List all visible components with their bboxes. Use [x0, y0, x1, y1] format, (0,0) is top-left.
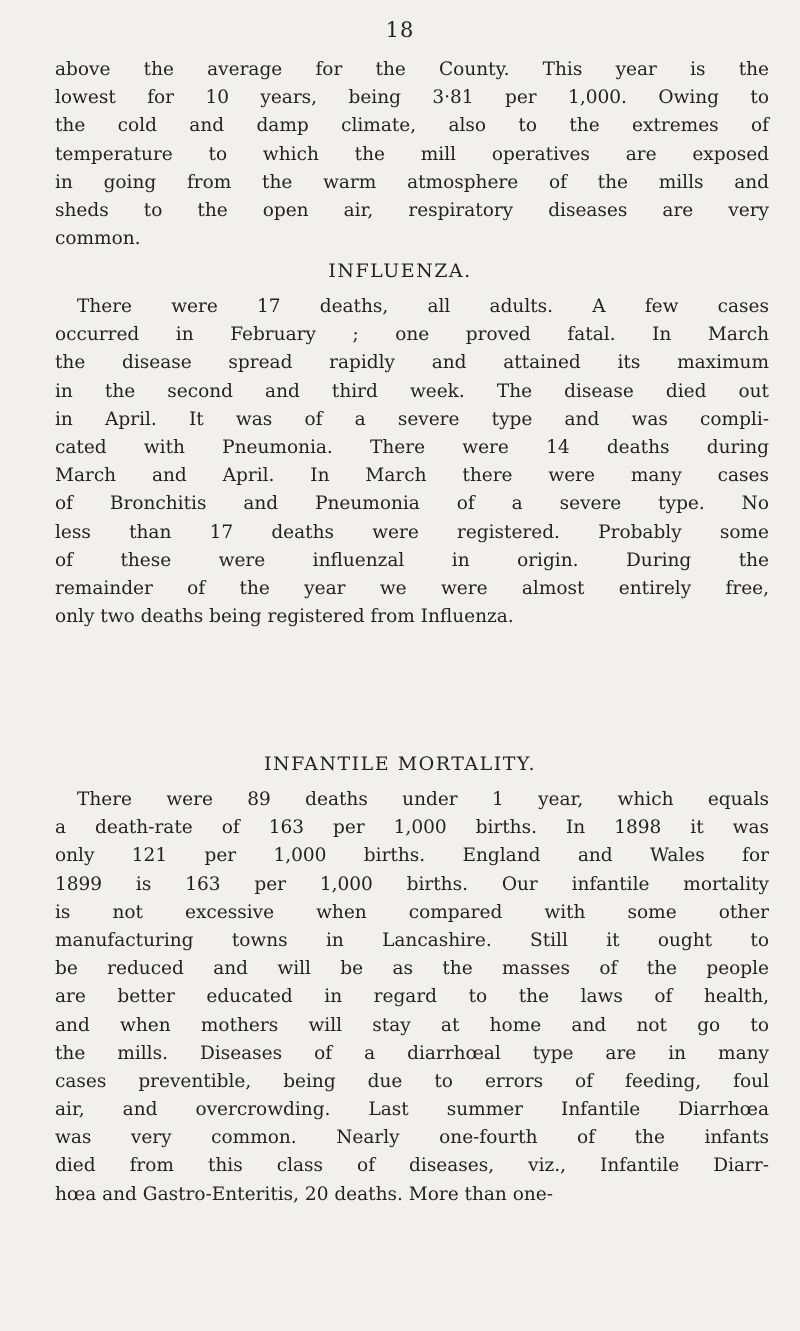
text-line: 1899 is 163 per 1,000 births. Our infantile mortality	[55, 873, 769, 895]
text-line: remainder of the year we were almost entirely free,	[55, 577, 769, 599]
text-line: hœa and Gastro-Enteritis, 20 deaths. More than one-	[55, 1183, 553, 1205]
text-line: occurred in February ; one proved fatal. In March	[55, 324, 769, 346]
text-line: only two deaths being registered from Influenza.	[55, 606, 514, 628]
text-line: lowest for 10 years, being 3·81 per 1,000. Owing to	[55, 87, 769, 109]
text-line: cases preventible, being due to errors of feeding, foul	[55, 1070, 769, 1092]
text-line: above the average for the County. This year is the	[55, 59, 769, 80]
text-line: the disease spread rapidly and attained its maximum	[55, 352, 769, 374]
text-line: There were 17 deaths, all adults. A few cases	[77, 296, 769, 317]
text-line: cated with Pneumonia. There were 14 deaths during	[55, 436, 769, 458]
text-line: was very common. Nearly one-fourth of the infants	[55, 1127, 769, 1149]
influenza-paragraph	[55, 293, 769, 631]
text-line: and when mothers will stay at home and not go to	[55, 1014, 769, 1036]
page-number: 18	[385, 18, 415, 42]
text-line: only 121 per 1,000 births. England and Wales for	[55, 845, 769, 867]
text-line: common.	[55, 228, 141, 250]
infantile-mortality-paragraph	[55, 786, 769, 1209]
text-line: air, and overcrowding. Last summer Infantile Diarrhœa	[55, 1099, 769, 1121]
text-line: in the second and third week. The disease died out	[55, 380, 769, 402]
text-line: is not excessive when compared with some other	[55, 901, 769, 923]
text-line: the cold and damp climate, also to the extremes of	[55, 115, 769, 137]
text-line: manufacturing towns in Lancashire. Still it ought to	[55, 929, 769, 951]
text-line: be reduced and will be as the masses of the people	[55, 958, 769, 980]
text-line: a death-rate of 163 per 1,000 births. In 1898 it was	[55, 817, 769, 839]
text-line: in April. It was of a severe type and was compli-	[55, 408, 769, 430]
infantile-mortality-heading: INFANTILE MORTALITY.	[264, 753, 536, 775]
text-line: of Bronchitis and Pneumonia of a severe type. No	[55, 493, 769, 515]
text-line: the mills. Diseases of a diarrhœal type are in many	[55, 1042, 769, 1064]
text-line: temperature to which the mill operatives are exposed	[55, 143, 769, 165]
text-line: of these were influenzal in origin. During the	[55, 549, 769, 571]
text-line: sheds to the open air, respiratory diseases are very	[55, 199, 769, 221]
continuation-paragraph	[55, 56, 769, 253]
influenza-heading: INFLUENZA.	[328, 260, 472, 282]
text-line: are better educated in regard to the laws of health,	[55, 986, 769, 1008]
text-line: There were 89 deaths under 1 year, which equals	[77, 789, 769, 810]
text-line: died from this class of diseases, viz., Infantile Diarr-	[55, 1155, 769, 1177]
text-line: less than 17 deaths were registered. Probably some	[55, 521, 769, 543]
text-line: March and April. In March there were many cases	[55, 465, 769, 487]
text-line: in going from the warm atmosphere of the mills and	[55, 171, 769, 193]
